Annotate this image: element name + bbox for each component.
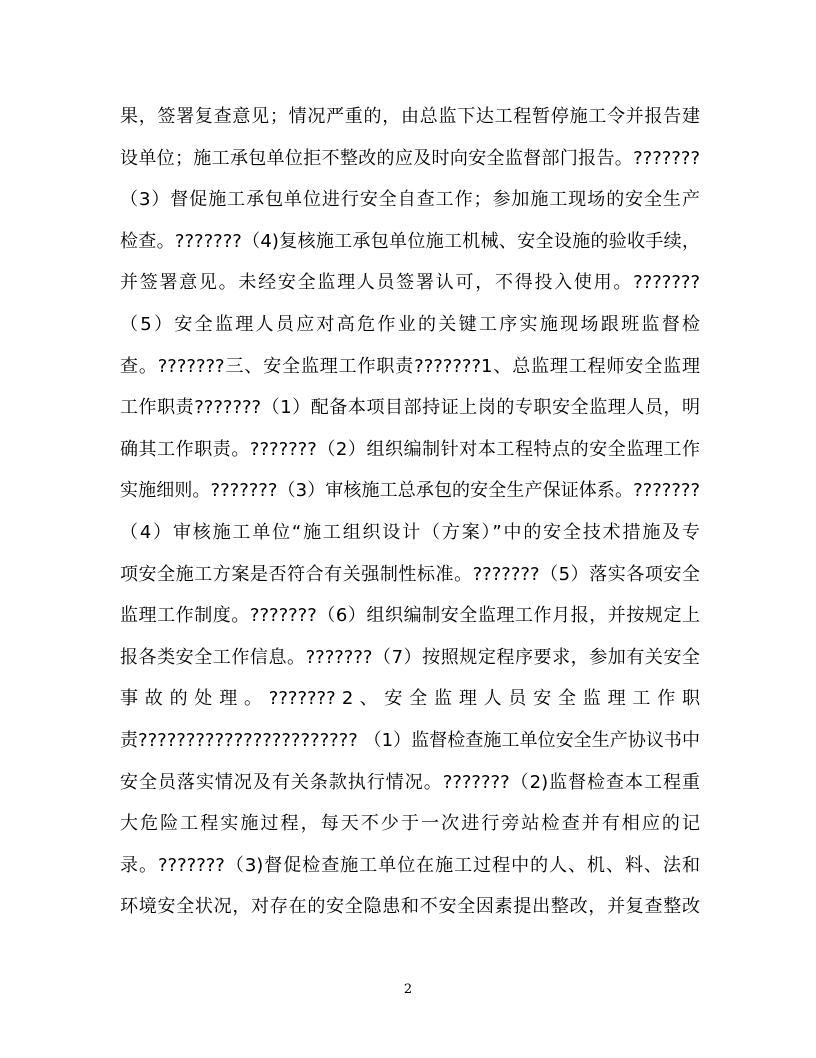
text-line: 项安全施工方案是否符合有关强制性标准。???????（5）落实各项安全 bbox=[120, 563, 700, 585]
text-line: 检查。???????（4)复核施工承包单位施工机械、安全设施的验收手续， bbox=[120, 230, 700, 252]
text-line: （3）督促施工承包单位进行安全自查工作；参加施工现场的安全生产 bbox=[120, 189, 700, 211]
text-line: （4）审核施工单位“施工组织设计（方案）”中的安全技术措施及专 bbox=[120, 521, 700, 543]
text-line: 查。???????三、安全监理工作职责???????1、总监理工程师安全监理 bbox=[120, 355, 700, 377]
text-line: 大危险工程实施过程，每天不少于一次进行旁站检查并有相应的记 bbox=[120, 813, 700, 835]
body-text bbox=[120, 96, 700, 928]
text-line: 安全员落实情况及有关条款执行情况。???????（2)监督检查本工程重 bbox=[120, 771, 700, 793]
text-line: 录。???????（3)督促检查施工单位在施工过程中的人、机、料、法和 bbox=[120, 854, 700, 876]
text-line: 环境安全状况，对存在的安全隐患和不安全因素提出整改，并复查整改 bbox=[120, 896, 700, 918]
page-number: 2 bbox=[403, 982, 413, 997]
text-line: 果，签署复查意见；情况严重的，由总监下达工程暂停施工令并报告建 bbox=[120, 106, 700, 127]
text-line: 工作职责???????（1）配备本项目部持证上岗的专职安全监理人员，明 bbox=[120, 397, 700, 419]
text-line: （5）安全监理人员应对高危作业的关键工序实施现场跟班监督检 bbox=[120, 313, 700, 335]
text-line: 确其工作职责。???????（2）组织编制针对本工程特点的安全监理工作 bbox=[120, 438, 700, 460]
text-line: 责??????????????????????? （1）监督检查施工单位安全生产协议书中 bbox=[120, 729, 700, 751]
text-line: 事 故 的 处 理 。 ??????? 2 、 安 全 监 理 人 员 安 全 监 理 工 作 职 bbox=[120, 688, 700, 710]
text-line: 实施细则。???????（3）审核施工总承包的安全生产保证体系。??????? bbox=[120, 480, 700, 502]
text-line: 监理工作制度。???????（6）组织编制安全监理工作月报，并按规定上 bbox=[120, 605, 700, 627]
text-line: 报各类安全工作信息。???????（7）按照规定程序要求，参加有关安全 bbox=[120, 646, 700, 668]
text-line: 设单位；施工承包单位拒不整改的应及时向安全监督部门报告。??????? bbox=[120, 147, 700, 169]
text-line: 并签署意见。未经安全监理人员签署认可，不得投入使用。??????? bbox=[120, 272, 700, 294]
